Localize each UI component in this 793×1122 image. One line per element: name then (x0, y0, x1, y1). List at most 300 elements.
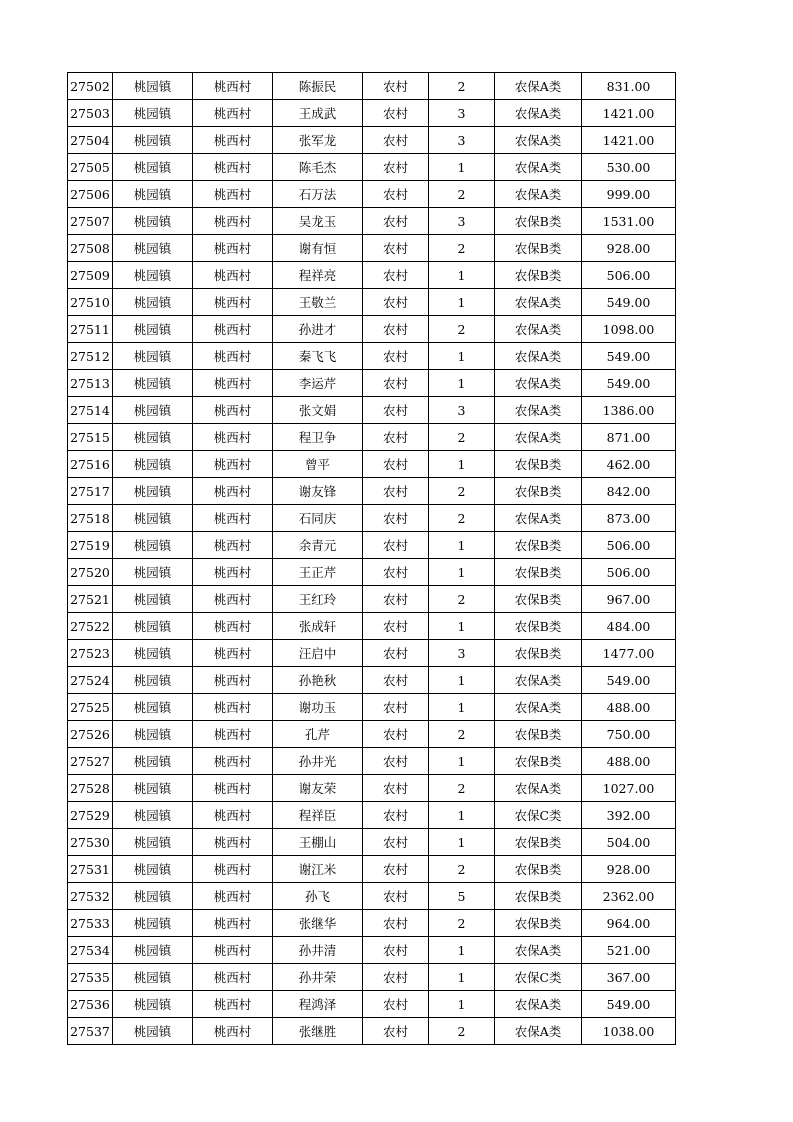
amount-cell: 549.00 (582, 991, 676, 1018)
village-cell: 桃西村 (193, 397, 273, 424)
member-count-cell: 1 (429, 154, 495, 181)
village-cell: 桃西村 (193, 289, 273, 316)
member-count-cell: 2 (429, 586, 495, 613)
category-cell: 农保B类 (495, 208, 582, 235)
name-cell: 张继华 (273, 910, 363, 937)
amount-cell: 1421.00 (582, 100, 676, 127)
village-cell: 桃西村 (193, 73, 273, 100)
name-cell: 孙飞 (273, 883, 363, 910)
category-cell: 农保A类 (495, 289, 582, 316)
record-id-cell: 27524 (68, 667, 113, 694)
category-cell: 农保A类 (495, 343, 582, 370)
record-id-cell: 27503 (68, 100, 113, 127)
member-count-cell: 1 (429, 532, 495, 559)
category-cell: 农保A类 (495, 316, 582, 343)
amount-cell: 1027.00 (582, 775, 676, 802)
village-cell: 桃西村 (193, 505, 273, 532)
household-type-cell: 农村 (363, 613, 429, 640)
record-id-cell: 27516 (68, 451, 113, 478)
category-cell: 农保B类 (495, 559, 582, 586)
member-count-cell: 1 (429, 829, 495, 856)
category-cell: 农保A类 (495, 73, 582, 100)
household-type-cell: 农村 (363, 154, 429, 181)
name-cell: 石万法 (273, 181, 363, 208)
village-cell: 桃西村 (193, 856, 273, 883)
amount-cell: 549.00 (582, 289, 676, 316)
table-row (68, 289, 676, 316)
town-cell: 桃园镇 (113, 856, 193, 883)
amount-cell: 484.00 (582, 613, 676, 640)
table-row (68, 586, 676, 613)
household-type-cell: 农村 (363, 181, 429, 208)
member-count-cell: 1 (429, 667, 495, 694)
member-count-cell: 1 (429, 613, 495, 640)
town-cell: 桃园镇 (113, 100, 193, 127)
table-row (68, 937, 676, 964)
table-row (68, 505, 676, 532)
town-cell: 桃园镇 (113, 532, 193, 559)
household-type-cell: 农村 (363, 424, 429, 451)
town-cell: 桃园镇 (113, 424, 193, 451)
village-cell: 桃西村 (193, 748, 273, 775)
village-cell: 桃西村 (193, 613, 273, 640)
category-cell: 农保A类 (495, 370, 582, 397)
table-row (68, 694, 676, 721)
member-count-cell: 2 (429, 478, 495, 505)
record-id-cell: 27511 (68, 316, 113, 343)
village-cell: 桃西村 (193, 154, 273, 181)
name-cell: 王敬兰 (273, 289, 363, 316)
table-row (68, 262, 676, 289)
category-cell: 农保C类 (495, 964, 582, 991)
category-cell: 农保A类 (495, 775, 582, 802)
record-id-cell: 27529 (68, 802, 113, 829)
name-cell: 孔芹 (273, 721, 363, 748)
town-cell: 桃园镇 (113, 1018, 193, 1045)
table-row (68, 532, 676, 559)
member-count-cell: 1 (429, 694, 495, 721)
category-cell: 农保A类 (495, 127, 582, 154)
household-type-cell: 农村 (363, 316, 429, 343)
name-cell: 谢有恒 (273, 235, 363, 262)
record-id-cell: 27512 (68, 343, 113, 370)
amount-cell: 521.00 (582, 937, 676, 964)
category-cell: 农保B类 (495, 235, 582, 262)
amount-cell: 1531.00 (582, 208, 676, 235)
village-cell: 桃西村 (193, 937, 273, 964)
table-row (68, 829, 676, 856)
amount-cell: 392.00 (582, 802, 676, 829)
household-type-cell: 农村 (363, 937, 429, 964)
village-cell: 桃西村 (193, 127, 273, 154)
record-id-cell: 27515 (68, 424, 113, 451)
village-cell: 桃西村 (193, 478, 273, 505)
table-row (68, 856, 676, 883)
member-count-cell: 2 (429, 505, 495, 532)
member-count-cell: 3 (429, 640, 495, 667)
household-type-cell: 农村 (363, 559, 429, 586)
table-row (68, 559, 676, 586)
table-row (68, 478, 676, 505)
household-type-cell: 农村 (363, 1018, 429, 1045)
table-body (68, 73, 676, 1045)
village-cell: 桃西村 (193, 181, 273, 208)
record-id-cell: 27530 (68, 829, 113, 856)
member-count-cell: 2 (429, 235, 495, 262)
category-cell: 农保C类 (495, 802, 582, 829)
category-cell: 农保A类 (495, 991, 582, 1018)
table-row (68, 73, 676, 100)
record-id-cell: 27510 (68, 289, 113, 316)
town-cell: 桃园镇 (113, 721, 193, 748)
amount-cell: 964.00 (582, 910, 676, 937)
record-id-cell: 27514 (68, 397, 113, 424)
category-cell: 农保A类 (495, 1018, 582, 1045)
village-cell: 桃西村 (193, 208, 273, 235)
member-count-cell: 1 (429, 964, 495, 991)
household-type-cell: 农村 (363, 370, 429, 397)
household-type-cell: 农村 (363, 856, 429, 883)
record-id-cell: 27519 (68, 532, 113, 559)
name-cell: 王正芹 (273, 559, 363, 586)
category-cell: 农保A类 (495, 424, 582, 451)
record-id-cell: 27537 (68, 1018, 113, 1045)
name-cell: 曾平 (273, 451, 363, 478)
village-cell: 桃西村 (193, 910, 273, 937)
name-cell: 张成轩 (273, 613, 363, 640)
household-type-cell: 农村 (363, 397, 429, 424)
table-row (68, 397, 676, 424)
amount-cell: 462.00 (582, 451, 676, 478)
household-type-cell: 农村 (363, 640, 429, 667)
name-cell: 谢友锋 (273, 478, 363, 505)
village-cell: 桃西村 (193, 451, 273, 478)
category-cell: 农保A类 (495, 937, 582, 964)
table-row (68, 235, 676, 262)
town-cell: 桃园镇 (113, 910, 193, 937)
table-row (68, 208, 676, 235)
name-cell: 程卫争 (273, 424, 363, 451)
member-count-cell: 1 (429, 559, 495, 586)
name-cell: 吴龙玉 (273, 208, 363, 235)
record-id-cell: 27536 (68, 991, 113, 1018)
member-count-cell: 1 (429, 343, 495, 370)
amount-cell: 549.00 (582, 370, 676, 397)
table-row (68, 667, 676, 694)
category-cell: 农保A类 (495, 505, 582, 532)
record-id-cell: 27534 (68, 937, 113, 964)
table-row (68, 883, 676, 910)
town-cell: 桃园镇 (113, 343, 193, 370)
category-cell: 农保A类 (495, 181, 582, 208)
household-type-cell: 农村 (363, 586, 429, 613)
town-cell: 桃园镇 (113, 829, 193, 856)
member-count-cell: 3 (429, 397, 495, 424)
table-row (68, 1018, 676, 1045)
record-id-cell: 27509 (68, 262, 113, 289)
table-row (68, 613, 676, 640)
name-cell: 王成武 (273, 100, 363, 127)
member-count-cell: 3 (429, 100, 495, 127)
record-id-cell: 27504 (68, 127, 113, 154)
category-cell: 农保A类 (495, 100, 582, 127)
record-id-cell: 27522 (68, 613, 113, 640)
record-id-cell: 27531 (68, 856, 113, 883)
town-cell: 桃园镇 (113, 586, 193, 613)
category-cell: 农保B类 (495, 586, 582, 613)
town-cell: 桃园镇 (113, 802, 193, 829)
town-cell: 桃园镇 (113, 964, 193, 991)
household-type-cell: 农村 (363, 721, 429, 748)
table-row (68, 370, 676, 397)
name-cell: 陈毛杰 (273, 154, 363, 181)
household-type-cell: 农村 (363, 289, 429, 316)
amount-cell: 506.00 (582, 532, 676, 559)
table-row (68, 640, 676, 667)
town-cell: 桃园镇 (113, 154, 193, 181)
record-id-cell: 27533 (68, 910, 113, 937)
household-type-cell: 农村 (363, 802, 429, 829)
record-id-cell: 27506 (68, 181, 113, 208)
town-cell: 桃园镇 (113, 613, 193, 640)
records-table (67, 72, 676, 1045)
village-cell: 桃西村 (193, 991, 273, 1018)
town-cell: 桃园镇 (113, 397, 193, 424)
category-cell: 农保B类 (495, 883, 582, 910)
record-id-cell: 27518 (68, 505, 113, 532)
town-cell: 桃园镇 (113, 748, 193, 775)
village-cell: 桃西村 (193, 775, 273, 802)
table-row (68, 316, 676, 343)
household-type-cell: 农村 (363, 964, 429, 991)
village-cell: 桃西村 (193, 370, 273, 397)
village-cell: 桃西村 (193, 424, 273, 451)
name-cell: 余青元 (273, 532, 363, 559)
amount-cell: 928.00 (582, 856, 676, 883)
amount-cell: 1421.00 (582, 127, 676, 154)
member-count-cell: 1 (429, 748, 495, 775)
name-cell: 张文娟 (273, 397, 363, 424)
town-cell: 桃园镇 (113, 262, 193, 289)
member-count-cell: 3 (429, 127, 495, 154)
town-cell: 桃园镇 (113, 559, 193, 586)
household-type-cell: 农村 (363, 910, 429, 937)
name-cell: 孙进才 (273, 316, 363, 343)
village-cell: 桃西村 (193, 802, 273, 829)
name-cell: 程鸿泽 (273, 991, 363, 1018)
town-cell: 桃园镇 (113, 991, 193, 1018)
household-type-cell: 农村 (363, 100, 429, 127)
member-count-cell: 2 (429, 316, 495, 343)
town-cell: 桃园镇 (113, 370, 193, 397)
category-cell: 农保B类 (495, 613, 582, 640)
table-row (68, 154, 676, 181)
household-type-cell: 农村 (363, 235, 429, 262)
table-row (68, 775, 676, 802)
village-cell: 桃西村 (193, 694, 273, 721)
category-cell: 农保B类 (495, 451, 582, 478)
amount-cell: 367.00 (582, 964, 676, 991)
household-type-cell: 农村 (363, 829, 429, 856)
name-cell: 石同庆 (273, 505, 363, 532)
town-cell: 桃园镇 (113, 451, 193, 478)
amount-cell: 488.00 (582, 748, 676, 775)
town-cell: 桃园镇 (113, 478, 193, 505)
member-count-cell: 2 (429, 73, 495, 100)
table-row (68, 127, 676, 154)
name-cell: 孙艳秋 (273, 667, 363, 694)
name-cell: 张继胜 (273, 1018, 363, 1045)
category-cell: 农保B类 (495, 829, 582, 856)
member-count-cell: 1 (429, 370, 495, 397)
household-type-cell: 农村 (363, 208, 429, 235)
amount-cell: 506.00 (582, 559, 676, 586)
household-type-cell: 农村 (363, 883, 429, 910)
amount-cell: 842.00 (582, 478, 676, 505)
household-type-cell: 农村 (363, 667, 429, 694)
household-type-cell: 农村 (363, 262, 429, 289)
village-cell: 桃西村 (193, 829, 273, 856)
amount-cell: 506.00 (582, 262, 676, 289)
category-cell: 农保A类 (495, 397, 582, 424)
category-cell: 农保B类 (495, 721, 582, 748)
town-cell: 桃园镇 (113, 694, 193, 721)
amount-cell: 1098.00 (582, 316, 676, 343)
name-cell: 张军龙 (273, 127, 363, 154)
name-cell: 程祥亮 (273, 262, 363, 289)
member-count-cell: 3 (429, 208, 495, 235)
name-cell: 孙井荣 (273, 964, 363, 991)
household-type-cell: 农村 (363, 505, 429, 532)
household-type-cell: 农村 (363, 343, 429, 370)
village-cell: 桃西村 (193, 262, 273, 289)
amount-cell: 873.00 (582, 505, 676, 532)
name-cell: 孙井光 (273, 748, 363, 775)
record-id-cell: 27528 (68, 775, 113, 802)
category-cell: 农保A类 (495, 154, 582, 181)
name-cell: 孙井清 (273, 937, 363, 964)
town-cell: 桃园镇 (113, 316, 193, 343)
record-id-cell: 27507 (68, 208, 113, 235)
table-row (68, 721, 676, 748)
record-id-cell: 27526 (68, 721, 113, 748)
household-type-cell: 农村 (363, 451, 429, 478)
town-cell: 桃园镇 (113, 640, 193, 667)
town-cell: 桃园镇 (113, 667, 193, 694)
record-id-cell: 27513 (68, 370, 113, 397)
member-count-cell: 2 (429, 856, 495, 883)
household-type-cell: 农村 (363, 694, 429, 721)
name-cell: 王红玲 (273, 586, 363, 613)
amount-cell: 967.00 (582, 586, 676, 613)
household-type-cell: 农村 (363, 73, 429, 100)
town-cell: 桃园镇 (113, 73, 193, 100)
member-count-cell: 2 (429, 424, 495, 451)
record-id-cell: 27532 (68, 883, 113, 910)
name-cell: 王棚山 (273, 829, 363, 856)
table-row (68, 991, 676, 1018)
village-cell: 桃西村 (193, 532, 273, 559)
record-id-cell: 27527 (68, 748, 113, 775)
name-cell: 谢江米 (273, 856, 363, 883)
amount-cell: 750.00 (582, 721, 676, 748)
name-cell: 李运芹 (273, 370, 363, 397)
member-count-cell: 2 (429, 721, 495, 748)
amount-cell: 999.00 (582, 181, 676, 208)
table-row (68, 451, 676, 478)
category-cell: 农保B类 (495, 262, 582, 289)
category-cell: 农保A类 (495, 694, 582, 721)
amount-cell: 1038.00 (582, 1018, 676, 1045)
town-cell: 桃园镇 (113, 181, 193, 208)
village-cell: 桃西村 (193, 1018, 273, 1045)
category-cell: 农保B类 (495, 910, 582, 937)
name-cell: 程祥臣 (273, 802, 363, 829)
record-id-cell: 27520 (68, 559, 113, 586)
record-id-cell: 27508 (68, 235, 113, 262)
name-cell: 谢功玉 (273, 694, 363, 721)
member-count-cell: 1 (429, 262, 495, 289)
table-row (68, 748, 676, 775)
household-type-cell: 农村 (363, 478, 429, 505)
town-cell: 桃园镇 (113, 235, 193, 262)
record-id-cell: 27521 (68, 586, 113, 613)
member-count-cell: 1 (429, 991, 495, 1018)
member-count-cell: 2 (429, 910, 495, 937)
category-cell: 农保B类 (495, 532, 582, 559)
record-id-cell: 27535 (68, 964, 113, 991)
category-cell: 农保A类 (495, 667, 582, 694)
town-cell: 桃园镇 (113, 289, 193, 316)
table-row (68, 424, 676, 451)
village-cell: 桃西村 (193, 640, 273, 667)
town-cell: 桃园镇 (113, 883, 193, 910)
member-count-cell: 2 (429, 181, 495, 208)
amount-cell: 831.00 (582, 73, 676, 100)
household-type-cell: 农村 (363, 127, 429, 154)
category-cell: 农保B类 (495, 856, 582, 883)
category-cell: 农保B类 (495, 478, 582, 505)
household-type-cell: 农村 (363, 991, 429, 1018)
village-cell: 桃西村 (193, 667, 273, 694)
member-count-cell: 2 (429, 1018, 495, 1045)
category-cell: 农保B类 (495, 640, 582, 667)
village-cell: 桃西村 (193, 343, 273, 370)
village-cell: 桃西村 (193, 586, 273, 613)
amount-cell: 549.00 (582, 343, 676, 370)
amount-cell: 1386.00 (582, 397, 676, 424)
household-type-cell: 农村 (363, 748, 429, 775)
village-cell: 桃西村 (193, 883, 273, 910)
name-cell: 汪启中 (273, 640, 363, 667)
amount-cell: 549.00 (582, 667, 676, 694)
amount-cell: 504.00 (582, 829, 676, 856)
name-cell: 谢友荣 (273, 775, 363, 802)
record-id-cell: 27505 (68, 154, 113, 181)
village-cell: 桃西村 (193, 721, 273, 748)
table-row (68, 910, 676, 937)
table-row (68, 964, 676, 991)
record-id-cell: 27523 (68, 640, 113, 667)
town-cell: 桃园镇 (113, 937, 193, 964)
table-row (68, 343, 676, 370)
amount-cell: 928.00 (582, 235, 676, 262)
table-row (68, 100, 676, 127)
village-cell: 桃西村 (193, 235, 273, 262)
village-cell: 桃西村 (193, 100, 273, 127)
amount-cell: 2362.00 (582, 883, 676, 910)
name-cell: 陈振民 (273, 73, 363, 100)
